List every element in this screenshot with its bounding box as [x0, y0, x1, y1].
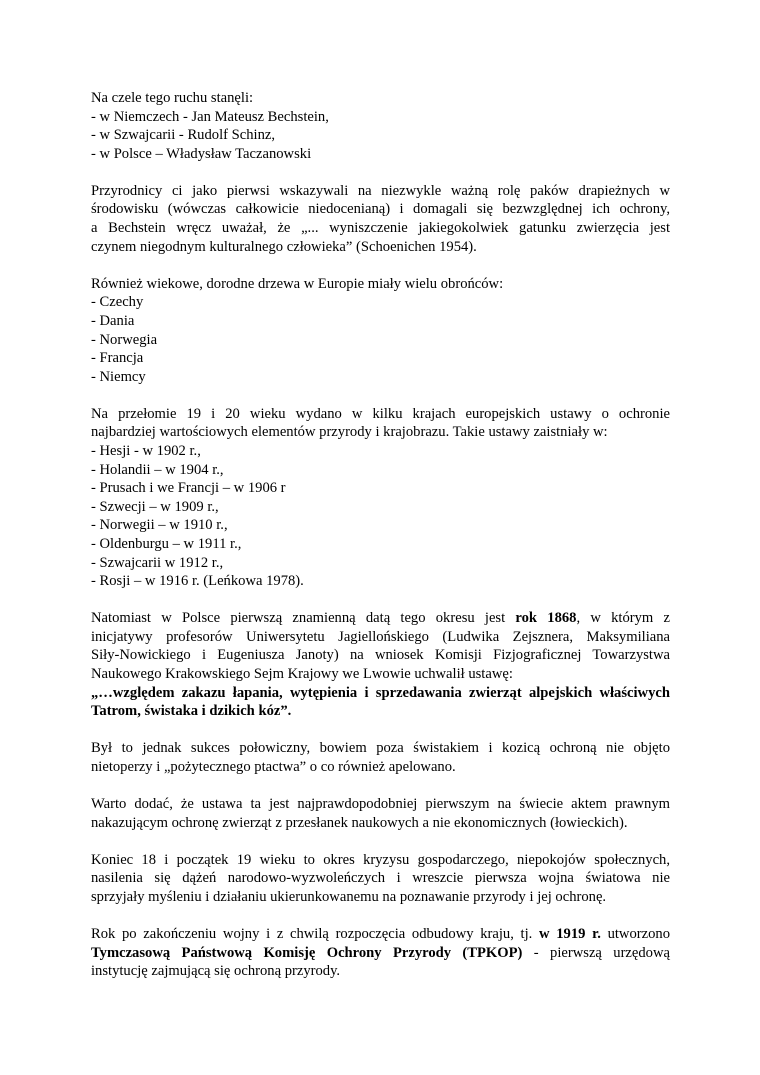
paragraph-line: najbardziej wartościowych elementów przyrody i krajobrazu. Takie ustawy zaistniały w:: [91, 424, 608, 441]
list-item: - Niemcy: [91, 368, 146, 385]
list-item: - Hesji - w 1902 r.,: [91, 443, 201, 459]
paragraph-line: inicjatywy profesorów Uniwersytetu Jagiellońskiego (Ludwika Zejsznera, Maksymiliana: [91, 628, 670, 645]
list-item: - Czechy: [91, 294, 144, 311]
text-run: utworzono: [600, 925, 670, 942]
paragraph-line: Siły-Nowickiego i Eugeniusza Janoty) na wniosek Komisji Fizjograficznej Towarzystwa: [91, 647, 670, 664]
paragraph-line: Warto dodać, że ustawa ta jest najprawdopodobniej pierwszym na świecie aktem prawnym: [91, 796, 670, 812]
list-item: - w Szwajcarii - Rudolf Schinz,: [91, 127, 275, 144]
document-page: [91, 89, 670, 981]
paragraph-line: nasilenia się dążeń narodowo-wyzwoleńczych i wreszcie pierwsza wojna światowa nie: [91, 870, 670, 887]
list-item: - w Niemczech - Jan Mateusz Bechstein,: [91, 108, 329, 125]
list-item: - Norwegii – w 1910 r.,: [91, 517, 228, 534]
list-item: - Szwajcarii w 1912 r.,: [91, 554, 224, 571]
trees-section: [91, 275, 670, 387]
text-run: Natomiast w Polsce pierwszą znamienną datą tego okresu jest: [91, 610, 516, 627]
paragraph-line: środowisku (wówczas całkowicie niedocenianą) i domagali się bezwzględnej ich ochrony,: [91, 201, 670, 218]
paragraph-line: Koniec 18 i początek 19 wieku to okres kryzysu gospodarczego, niepokojów społecznych,: [91, 851, 670, 868]
law-quote-line: „…względem zakazu łapania, wytępienia i sprzedawania zwierząt alpejskich właściwych: [91, 684, 670, 701]
paragraph-line: [91, 944, 670, 963]
paragraph-line: sprzyjały myśleniu i działaniu ukierunkowanemu na poznawanie przyrody i jej ochronę.: [91, 888, 607, 905]
paragraph-line: Był to jednak sukces połowiczny, bowiem poza świstakiem i kozicą ochroną nie objęto: [91, 740, 670, 757]
bold-year: rok 1868: [515, 610, 577, 627]
paragraph-line: instytucję zajmującą się ochroną przyrody.: [91, 963, 341, 980]
paragraph-line: czynem niegodnym kulturalnego człowieka” (Schoenichen 1954).: [91, 238, 477, 255]
paragraph-line: Naukowego Krakowskiego Sejm Krajowy we Lwowie uchwalił ustawę:: [91, 666, 513, 683]
list-item: - Dania: [91, 312, 135, 329]
list-item: - w Polsce – Władysław Taczanowski: [91, 145, 312, 162]
crisis-paragraph: [91, 851, 670, 907]
naturalists-paragraph: [91, 182, 670, 256]
list-item: - Oldenburgu – w 1911 r.,: [91, 535, 242, 552]
paragraph-line: [91, 925, 670, 944]
text-run: - pierwszą urzędową: [522, 944, 670, 961]
law-quote-line: Tatrom, świstaka i dzikich kóz”.: [91, 703, 292, 720]
pioneers-heading: Na czele tego ruchu stanęli:: [91, 90, 254, 106]
list-item: - Norwegia: [91, 331, 158, 348]
tpkop-paragraph: [91, 925, 670, 981]
first-law-paragraph: [91, 795, 670, 832]
paragraph-line: Przyrodnicy ci jako pierwsi wskazywali na niezwykle ważną rolę paków drapieżnych w: [91, 182, 670, 199]
paragraph-line: nakazującym ochronę zwierząt z przesłanek naukowych a nie ekonomicznych (łowieckich).: [91, 814, 628, 831]
text-run: Rok po zakończeniu wojny i z chwilą rozpoczęcia odbudowy kraju, tj.: [91, 925, 539, 942]
bold-institution: Tymczasową Państwową Komisję Ochrony Przyrody (TPKOP): [91, 944, 523, 961]
paragraph-line: nietoperzy i „pożytecznego ptactwa” o co również apelowano.: [91, 758, 456, 775]
pioneers-section: [91, 89, 670, 163]
partial-success-paragraph: [91, 739, 670, 776]
list-item: - Szwecji – w 1909 r.,: [91, 498, 219, 515]
paragraph-line: Na przełomie 19 i 20 wieku wydano w kilku krajach europejskich ustawy o ochronie: [91, 405, 670, 422]
paragraph-line: [91, 609, 670, 628]
trees-heading: Również wiekowe, dorodne drzewa w Europie miały wielu obrońców:: [91, 275, 504, 292]
list-item: - Prusach i we Francji – w 1906 r: [91, 480, 286, 497]
list-item: - Rosji – w 1916 r. (Leńkowa 1978).: [91, 573, 304, 590]
laws-section: [91, 405, 670, 591]
poland-paragraph: [91, 609, 670, 721]
bold-year: w 1919 r.: [539, 925, 601, 942]
paragraph-line: a Bechstein wręcz uważał, że „... wyniszczenie jakiegokolwiek gatunku zwierzęcia jest: [91, 220, 670, 237]
list-item: - Holandii – w 1904 r.,: [91, 461, 224, 478]
text-run: , w którym z: [576, 610, 670, 627]
list-item: - Francja: [91, 350, 144, 367]
